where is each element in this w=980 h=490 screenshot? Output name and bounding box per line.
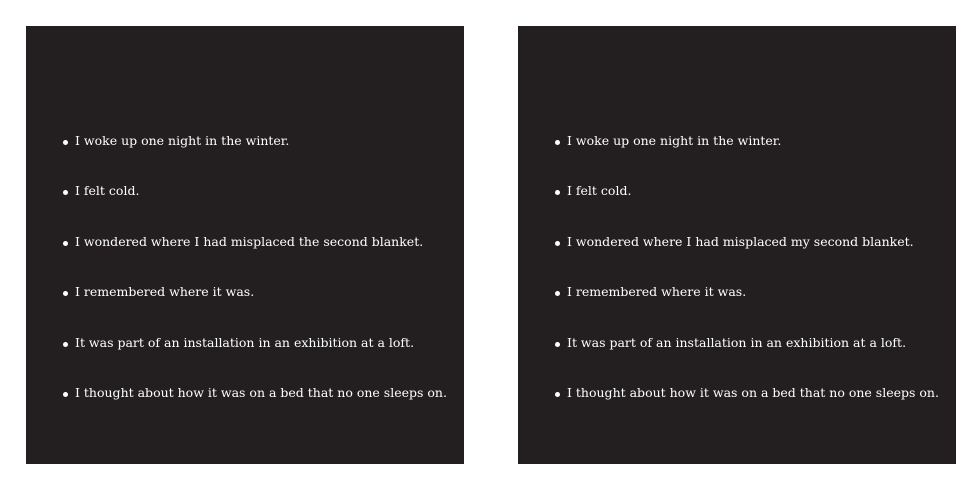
list-item-text: I remembered where it was. <box>567 284 747 300</box>
bullet-icon <box>555 190 560 195</box>
list-item-text: I thought about how it was on a bed that no one sleeps on. <box>75 384 447 400</box>
list-item-text: I remembered where it was. <box>75 284 255 300</box>
list-item-text: It was part of an installation in an exhibition at a loft. <box>75 334 415 350</box>
list-item-text: I woke up one night in the winter. <box>75 133 290 148</box>
bullet-list <box>63 133 454 435</box>
list-item <box>63 183 454 233</box>
list-item-text: I felt cold. <box>75 183 140 199</box>
bullet-icon <box>63 190 68 195</box>
bullet-icon <box>555 342 560 347</box>
list-item-text: I wondered where I had misplaced the second blanket. <box>75 233 424 249</box>
bullet-icon <box>555 241 560 246</box>
list-item-text: I woke up one night in the winter. <box>567 133 782 148</box>
bullet-icon <box>63 140 68 145</box>
bullet-icon <box>63 241 68 246</box>
list-item-text: I wondered where I had misplaced my second blanket. <box>567 233 914 249</box>
list-item-text: I felt cold. <box>567 183 632 199</box>
bullet-icon <box>555 392 560 397</box>
bullet-icon <box>63 392 68 397</box>
bullet-icon <box>555 291 560 296</box>
bullet-icon <box>63 342 68 347</box>
list-item <box>63 284 454 334</box>
list-item-text: It was part of an installation in an exhibition at a loft. <box>567 334 907 350</box>
list-item <box>63 133 454 183</box>
list-item <box>555 284 946 334</box>
bullet-icon <box>555 140 560 145</box>
list-item <box>555 133 946 183</box>
bullet-list <box>555 133 946 435</box>
list-item <box>555 335 946 385</box>
right-text-panel <box>518 26 956 464</box>
list-item <box>555 183 946 233</box>
list-item <box>63 234 454 284</box>
left-text-panel <box>26 26 464 464</box>
bullet-icon <box>63 291 68 296</box>
list-item <box>63 385 454 435</box>
list-item-text: I thought about how it was on a bed that no one sleeps on. <box>567 384 939 400</box>
list-item <box>63 335 454 385</box>
list-item <box>555 234 946 284</box>
list-item <box>555 385 946 435</box>
